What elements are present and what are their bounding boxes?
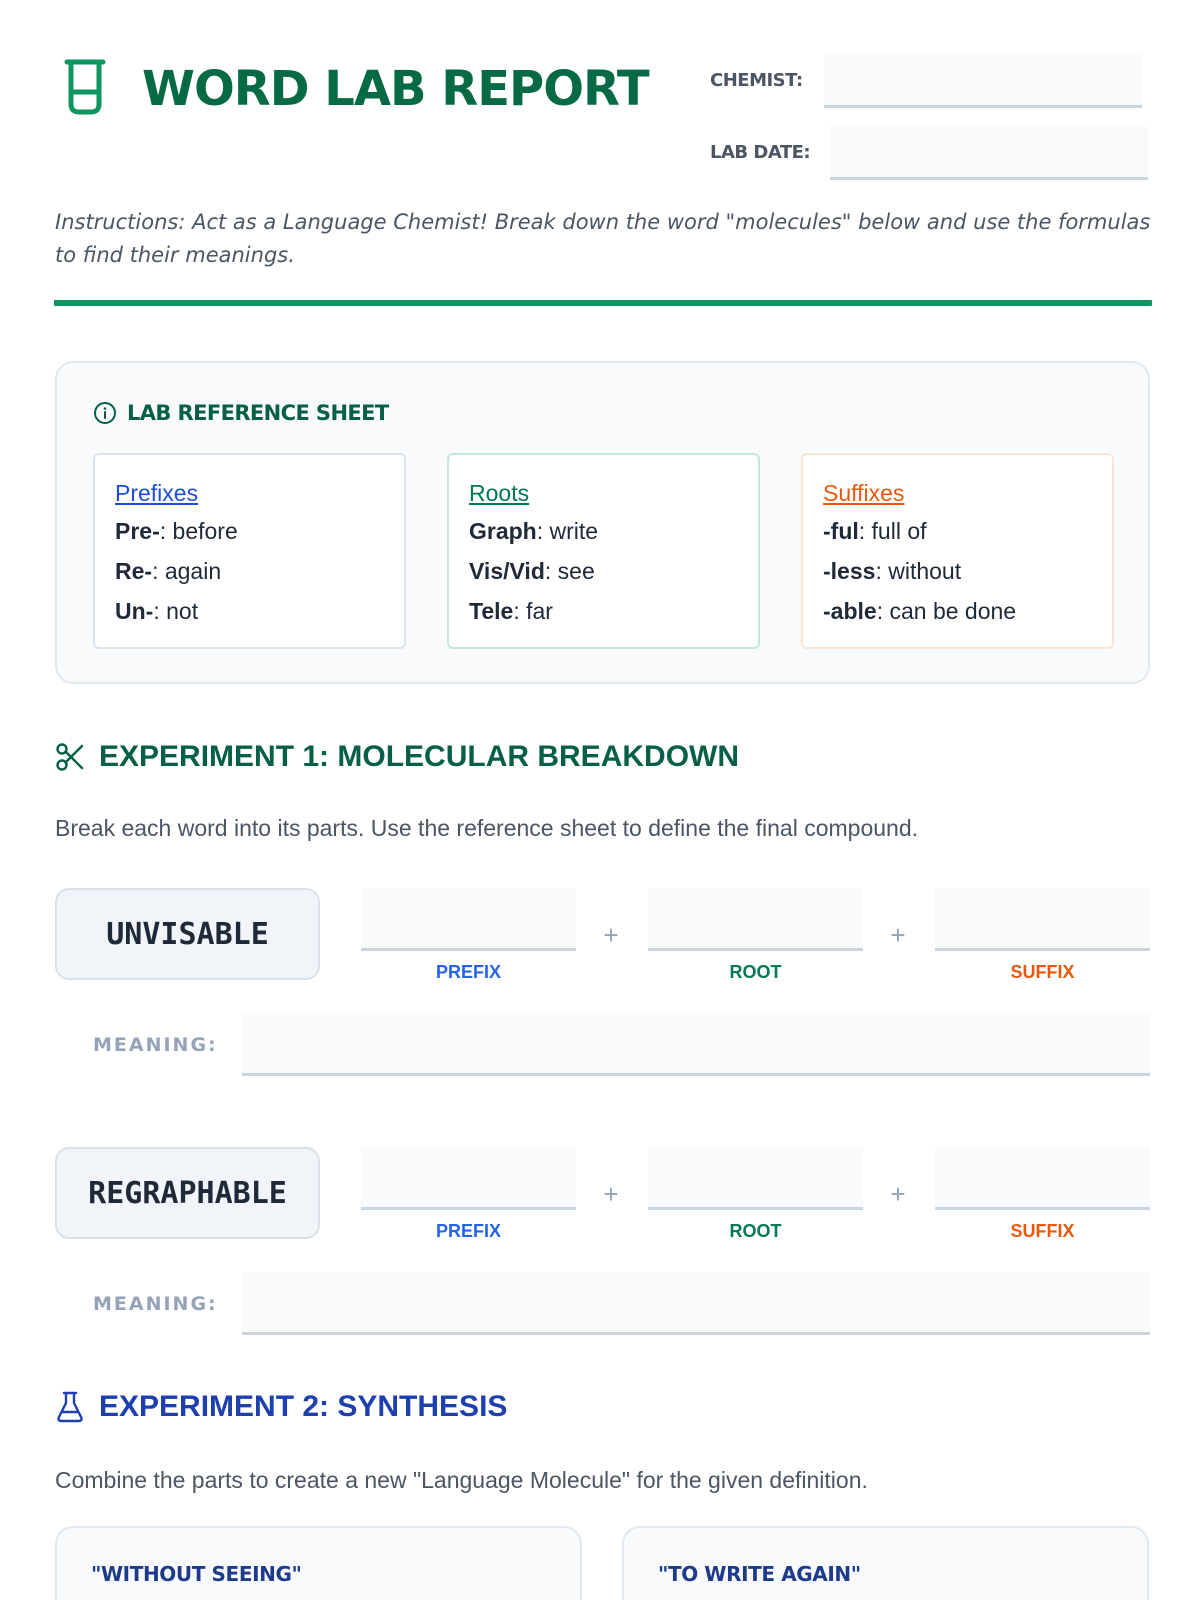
root-label: ROOT [729, 962, 782, 982]
suffix-label: SUFFIX [1010, 1221, 1075, 1241]
synthesis-card [55, 1526, 582, 1600]
plus-sign: + [603, 1179, 619, 1209]
word-card: REGRAPHABLE [55, 1147, 320, 1239]
reference-title: LAB REFERENCE SHEET [127, 401, 389, 425]
plus-sign: + [603, 920, 619, 950]
prefix-label: PREFIX [435, 962, 501, 982]
experiment-2-header [55, 1390, 507, 1424]
flask-icon [55, 1390, 85, 1424]
reference-item: Re-: again [115, 558, 222, 584]
reference-header [93, 401, 389, 425]
prefixes-card [93, 453, 406, 649]
prefixes-title: Prefixes [115, 480, 199, 506]
instructions-text: Instructions: Act as a Language Chemist! Break down the word "molecules" below and use the formulas to find their meanings. [55, 210, 1151, 267]
experiment-1-title: EXPERIMENT 1: MOLECULAR BREAKDOWN [99, 740, 740, 773]
roots-card [447, 453, 760, 649]
root-input[interactable] [648, 1147, 863, 1210]
reference-item: -able: can be done [823, 598, 1017, 624]
reference-item: Tele: far [469, 598, 553, 624]
plus-sign: + [890, 920, 906, 950]
report-header [55, 50, 1150, 190]
experiment-1-description: Break each word into its parts. Use the reference sheet to define the final compound. [55, 815, 918, 841]
lab-reference-sheet [55, 361, 1150, 684]
page-title: WORD LAB REPORT [142, 61, 649, 117]
meaning-input[interactable] [242, 1272, 1150, 1335]
definition-prompt: "WITHOUT SEEING" [91, 1562, 302, 1586]
experiment-2-title: EXPERIMENT 2: SYNTHESIS [99, 1390, 508, 1423]
reference-item: Un-: not [115, 598, 199, 624]
suffixes-title: Suffixes [823, 480, 905, 506]
reference-item: -ful: full of [823, 518, 927, 544]
suffix-input[interactable] [935, 888, 1150, 951]
meaning-input[interactable] [242, 1013, 1150, 1076]
reference-item: -less: without [823, 558, 962, 584]
reference-item: Pre-: before [115, 518, 238, 544]
beaker-icon [63, 58, 107, 116]
suffixes-card [801, 453, 1114, 649]
lab-date-label: LAB DATE: [710, 142, 811, 163]
experiment-2-description: Combine the parts to create a new "Language Molecule" for the given definition. [55, 1467, 868, 1493]
root-label: ROOT [729, 1221, 782, 1241]
reference-item: Vis/Vid: see [469, 558, 595, 584]
reference-item: Graph: write [469, 518, 599, 544]
meaning-label: MEANING: [93, 1034, 218, 1056]
synthesis-card [622, 1526, 1149, 1600]
meaning-label: MEANING: [93, 1293, 218, 1315]
suffix-input[interactable] [935, 1147, 1150, 1210]
plus-sign: + [890, 1179, 906, 1209]
lab-date-field[interactable] [830, 126, 1148, 180]
roots-title: Roots [469, 480, 530, 506]
definition-prompt: "TO WRITE AGAIN" [658, 1562, 861, 1586]
prefix-input[interactable] [361, 888, 576, 951]
info-icon [93, 401, 117, 425]
scissors-icon [55, 742, 85, 772]
word-card: UNVISABLE [55, 888, 320, 980]
prefix-input[interactable] [361, 1147, 576, 1210]
chemist-field[interactable] [824, 54, 1142, 108]
header-divider [54, 300, 1152, 306]
chemist-label: CHEMIST: [710, 70, 803, 91]
experiment-1-header [55, 740, 739, 774]
prefix-label: PREFIX [435, 1221, 501, 1241]
root-input[interactable] [648, 888, 863, 951]
suffix-label: SUFFIX [1010, 962, 1075, 982]
